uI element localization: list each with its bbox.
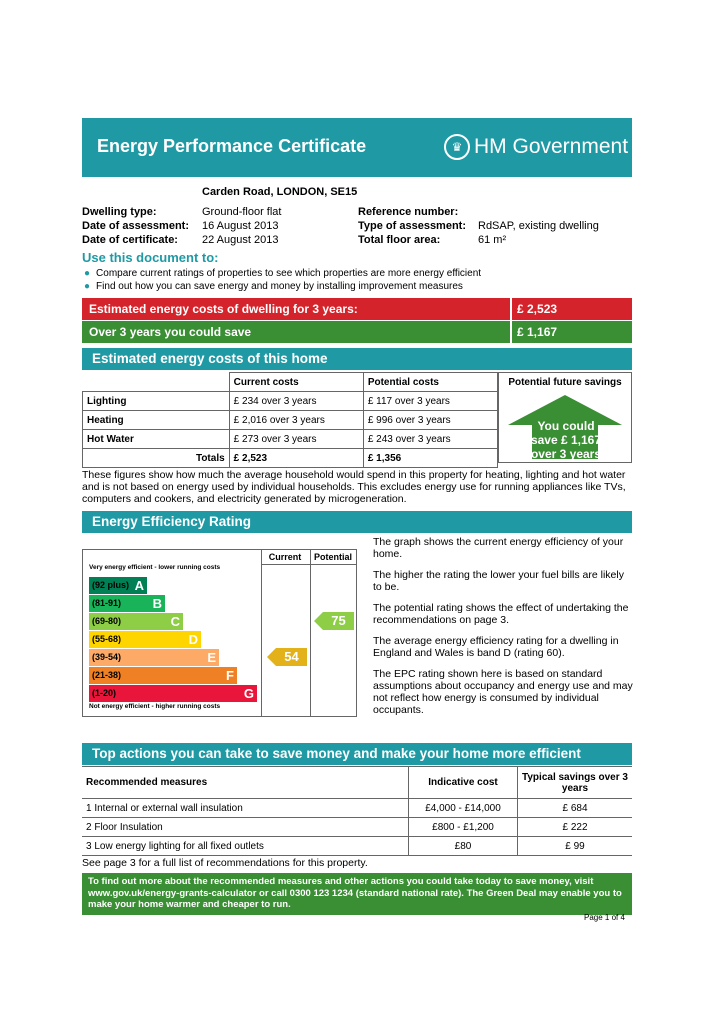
certificate-date-label: Date of certificate: [82,234,178,246]
floor-area-value: 61 m² [478,234,507,246]
rating-band-g: (1-20) G [89,685,257,702]
assessment-date-label: Date of assessment: [82,220,189,232]
address: Carden Road, LONDON, SE15 [202,186,358,198]
see-page-note: See page 3 for a full list of recommendations for this property. [82,857,368,869]
top-note: Very energy efficient - lower running costs [89,564,221,571]
save-bar: Over 3 years you could save [82,321,510,343]
table-row: 2 Floor Insulation £800 - £1,200 £ 222 [82,818,632,837]
future-savings-header: Potential future savings [508,377,622,388]
rating-band-c: (69-80) C [89,613,183,630]
dwelling-type-value: Ground-floor flat [202,206,282,218]
potential-column [310,550,356,716]
rating-band-d: (55-68) D [89,631,201,648]
costs-section-title: Estimated energy costs of this home [82,348,632,370]
estimated-cost-value: £ 2,523 [512,298,632,320]
estimated-cost-bar: Estimated energy costs of dwelling for 3 years: [82,298,510,320]
current-rating-arrow: 54 [267,648,307,666]
table-row: Hot Water £ 273 over 3 years £ 243 over 3 years [83,430,498,449]
rating-band-f: (21-38) F [89,667,237,684]
assessment-type-value: RdSAP, existing dwelling [478,220,599,232]
table-row: Lighting £ 234 over 3 years £ 117 over 3 years [83,392,498,411]
rating-chart [82,549,357,717]
actions-table [82,766,632,856]
header-divider [261,564,356,565]
table-row: 1 Internal or external wall insulation £4,000 - £14,000 £ 684 [82,799,632,818]
current-column [261,550,311,716]
future-savings-box [498,372,632,463]
table-row: Heating £ 2,016 over 3 years £ 996 over 3 years [83,411,498,430]
use-doc-title: Use this document to: [82,250,219,265]
assessment-date-value: 16 August 2013 [202,220,279,232]
table-row: 3 Low energy lighting for all fixed outlets £80 £ 99 [82,837,632,856]
actions-section-title: Top actions you can take to save money and make your home more efficient [82,743,632,765]
potential-rating-arrow: 75 [314,612,354,630]
reference-label: Reference number: [358,206,459,218]
current-header: Current [268,552,302,562]
bullet-icon: ● [84,268,91,279]
costs-header-current: Current costs [229,373,363,392]
bullet-icon: ● [84,281,91,292]
rating-band-b: (81-91) B [89,595,165,612]
header-banner [82,118,632,177]
use-doc-bullet-1: ● Compare current ratings of properties to see which properties are more energy efficient [84,268,482,279]
measures-header: Recommended measures [82,767,409,799]
rating-explanation: The graph shows the current energy efficiency of your home. The higher the rating the lower your fuel bills are likely to be. The potential rating shows the effect of undertaking the recommendations on page 3. The average energy efficiency rating for a dwelling in England and Wales is band D (rating 60). The EPC rating shown here is based on standard assumptions about occupancy and energy use and may not reflect how energy is consumed by individual occupants. [373,536,633,716]
crest-icon: ♛ [444,134,470,160]
dwelling-type-label: Dwelling type: [82,206,157,218]
cost-header: Indicative cost [409,767,518,799]
savings-text: You could save £ 1,167 over 3 years [530,419,602,461]
gov-name: HM Government [474,135,629,158]
floor-area-label: Total floor area: [358,234,441,246]
page-number: Page 1 of 4 [584,913,625,922]
rating-band-a: (92 plus) A [89,577,147,594]
costs-table [82,372,498,468]
costs-header-empty [83,373,230,392]
page-title: Energy Performance Certificate [97,136,367,156]
phone-number: 0300 123 1234 [289,887,354,899]
save-value: £ 1,167 [512,321,632,343]
rating-band-e: (39-54) E [89,649,219,666]
saving-header: Typical savings over 3 years [518,767,633,799]
costs-header-potential: Potential costs [363,373,497,392]
costs-note: These figures show how much the average household would spend in this property for heating, lighting and hot water and is not based on energy used by individual households. This excludes energy use for running appliances like TVs, computers and cookers, and electricity generated by microgeneration. [82,469,626,505]
certificate-date-value: 22 August 2013 [202,234,279,246]
assessment-type-label: Type of assessment: [358,220,467,232]
bottom-note: Not energy efficient - higher running costs [89,703,221,710]
totals-row: Totals £ 2,523 £ 1,356 [83,449,498,468]
potential-header: Potential [313,552,352,562]
footer-banner: To find out more about the recommended measures and other actions you could take today to save money, visit www.gov.uk/energy-grants-calculator or call 0300 123 1234 (standard national rate). The Green Deal may enable you to make your home warmer and cheaper to run. [82,873,632,915]
gov-logo [444,134,628,160]
use-doc-bullet-2: ● Find out how you can save energy and money by installing improvement measures [84,281,463,292]
rating-section-title: Energy Efficiency Rating [82,511,632,533]
